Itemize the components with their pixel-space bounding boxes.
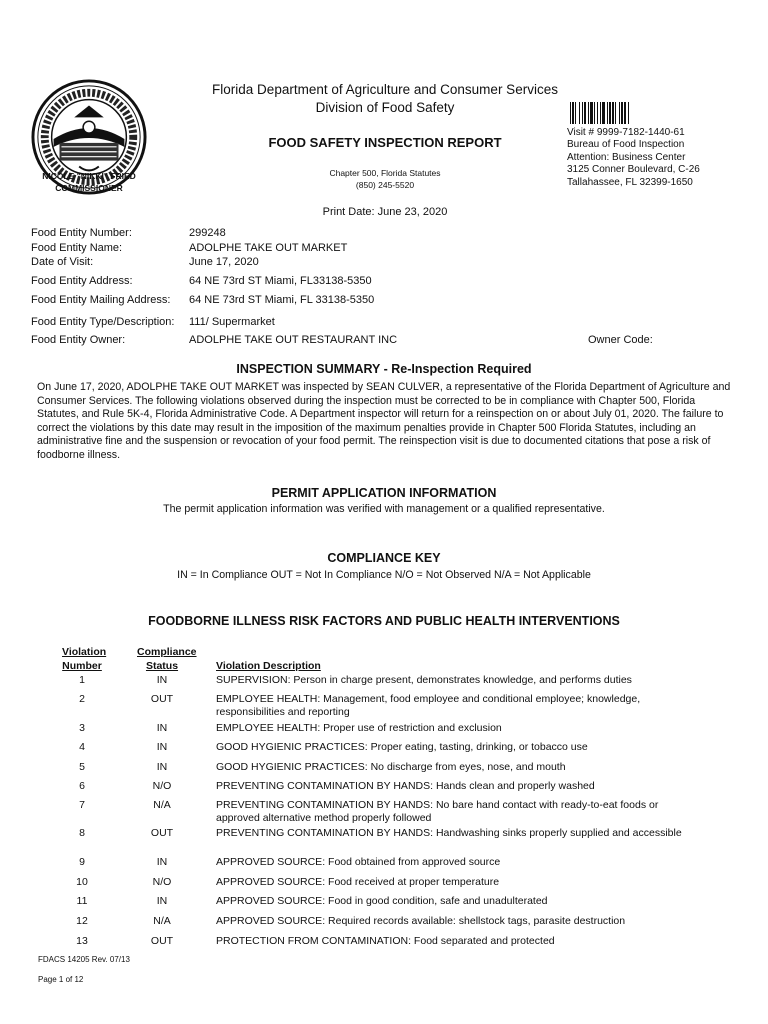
- violation-description: APPROVED SOURCE: Required records available: shellstock tags, parasite destruction: [216, 915, 626, 927]
- compliance-status: N/A: [153, 799, 171, 811]
- compliance-status: IN: [156, 895, 168, 907]
- violation-description: SUPERVISION: Person in charge present, demonstrates knowledge, and performs duties: [216, 674, 632, 686]
- number-header: Number: [62, 660, 102, 672]
- violation-number: 4: [79, 741, 85, 753]
- commissioner-title: COMMISSIONER: [55, 183, 123, 193]
- violation-number: 9: [79, 856, 85, 868]
- entity-number-label: Food Entity Number:: [31, 227, 132, 239]
- entity-name-label: Food Entity Name:: [31, 242, 123, 254]
- compliance-status: OUT: [150, 935, 174, 947]
- compliance-status: OUT: [150, 827, 174, 839]
- violation-number: 5: [79, 761, 85, 773]
- compliance-status: N/A: [153, 915, 171, 927]
- address-line: Attention: Business Center: [567, 151, 686, 163]
- compliance-header: Compliance: [137, 646, 197, 658]
- violation-number: 11: [76, 895, 88, 907]
- compliance-key-text: IN = In Compliance OUT = Not In Compliance N/O = Not Observed N/A = Not Applicable: [177, 569, 591, 581]
- inspection-summary-title: INSPECTION SUMMARY - Re-Inspection Required: [236, 362, 532, 376]
- compliance-status: IN: [156, 674, 168, 686]
- entity-owner-label: Food Entity Owner:: [31, 334, 126, 346]
- violation-description: EMPLOYEE HEALTH: Management, food employee and conditional employee; knowledge, responsibilities and reporting: [216, 693, 641, 718]
- violation-description: APPROVED SOURCE: Food obtained from approved source: [216, 856, 501, 868]
- compliance-status: IN: [156, 856, 168, 868]
- visit-number: Visit # 9999-7182-1440-61: [567, 127, 685, 138]
- violation-header: Violation: [62, 646, 107, 658]
- violation-number: 1: [79, 674, 85, 686]
- agency-phone: (850) 245-5520: [355, 180, 415, 190]
- violation-number: 2: [79, 693, 85, 705]
- entity-name-value: ADOLPHE TAKE OUT MARKET: [189, 242, 348, 254]
- address-line: Bureau of Food Inspection: [567, 139, 685, 151]
- visit-date-value: June 17, 2020: [189, 256, 259, 268]
- permit-title: PERMIT APPLICATION INFORMATION: [271, 486, 497, 500]
- compliance-status: OUT: [150, 693, 174, 705]
- violation-description: GOOD HYGIENIC PRACTICES: No discharge from eyes, nose, and mouth: [216, 761, 566, 773]
- entity-address-value: 64 NE 73rd ST Miami, FL33138-5350: [189, 275, 372, 287]
- compliance-status: IN: [156, 761, 168, 773]
- violation-number: 10: [76, 876, 88, 888]
- permit-text: The permit application information was verified with management or a qualified representative.: [163, 503, 605, 515]
- violation-description: PREVENTING CONTAMINATION BY HANDS: No bare hand contact with ready-to-eat foods or approved alternative method properly followed: [216, 799, 659, 824]
- violation-number: 6: [79, 780, 85, 792]
- violation-description: EMPLOYEE HEALTH: Proper use of restriction and exclusion: [216, 722, 502, 734]
- print-date: Print Date: June 23, 2020: [322, 206, 448, 218]
- violation-description: PREVENTING CONTAMINATION BY HANDS: Hands clean and properly washed: [216, 780, 595, 792]
- agency-name: Florida Department of Agriculture and Consumer Services: [212, 82, 558, 97]
- violation-description: APPROVED SOURCE: Food received at proper temperature: [216, 876, 500, 888]
- statute-reference: Chapter 500, Florida Statutes: [329, 168, 441, 178]
- compliance-status: N/O: [152, 876, 172, 888]
- entity-owner-value: ADOLPHE TAKE OUT RESTAURANT INC: [189, 334, 398, 346]
- entity-type-value: 111/ Supermarket: [189, 316, 275, 328]
- address-line: Tallahassee, FL 32399-1650: [567, 176, 693, 188]
- page-number: Page 1 of 12: [38, 975, 84, 984]
- violation-description: PREVENTING CONTAMINATION BY HANDS: Handwashing sinks properly supplied and accessible: [216, 827, 682, 839]
- compliance-status: IN: [156, 741, 168, 753]
- violation-description: APPROVED SOURCE: Food in good condition, safe and unadulterated: [216, 895, 548, 907]
- visit-address-block: [567, 127, 700, 189]
- division-name: Division of Food Safety: [315, 100, 455, 115]
- violation-number: 8: [79, 827, 85, 839]
- barcode: [570, 102, 692, 124]
- form-id: FDACS 14205 Rev. 07/13: [38, 955, 130, 964]
- statute-block: [150, 167, 620, 191]
- entity-type-label: Food Entity Type/Description:: [31, 316, 175, 328]
- address-line: 3125 Conner Boulevard, C-26: [567, 164, 700, 176]
- violation-number: 7: [79, 799, 85, 811]
- visit-date-label: Date of Visit:: [31, 256, 94, 268]
- compliance-status: IN: [156, 722, 168, 734]
- mailing-address-label: Food Entity Mailing Address:: [31, 294, 171, 306]
- description-header: Violation Description: [216, 660, 321, 672]
- compliance-status: N/O: [152, 780, 172, 792]
- commissioner-name: NICOLE "NIKKI" FRIED: [42, 171, 136, 181]
- violation-number: 3: [79, 722, 85, 734]
- violation-number: 12: [76, 915, 88, 927]
- owner-code-label: Owner Code:: [588, 334, 653, 346]
- risk-factors-title: FOODBORNE ILLNESS RISK FACTORS AND PUBLIC HEALTH INTERVENTIONS: [148, 614, 620, 628]
- compliance-key-title: COMPLIANCE KEY: [327, 551, 441, 565]
- violation-description: PROTECTION FROM CONTAMINATION: Food separated and protected: [216, 935, 555, 947]
- mailing-address-value: 64 NE 73rd ST Miami, FL 33138-5350: [189, 294, 375, 306]
- violation-description: GOOD HYGIENIC PRACTICES: Proper eating, tasting, drinking, or tobacco use: [216, 741, 588, 753]
- inspection-summary-text: On June 17, 2020, ADOLPHE TAKE OUT MARKET was inspected by SEAN CULVER, a representative of the Florida Department of Agriculture and Consumer Services. The following violations observed during the inspection must be corrected to be in compliance with Chapter 500, Florida Statutes, and Rule 5K-4, Florida Administrative Code. A Department inspector will return for a reinspection on or about July 01, 2020. The failure to correct the violations by this date may result in the imposition of the maximum penalties provide in Chapter 500 Florida Statutes, including an administrative fine and the suspension or revocation of your food permit. The reinspection visit is due to documented citations that pose a risk of foodborne illness.: [37, 381, 731, 461]
- entity-number-value: 299248: [189, 227, 226, 239]
- report-title: FOOD SAFETY INSPECTION REPORT: [268, 135, 502, 150]
- entity-address-label: Food Entity Address:: [31, 275, 133, 287]
- violation-number: 13: [76, 935, 88, 947]
- commissioner-block: [24, 170, 154, 194]
- status-header: Status: [145, 660, 179, 672]
